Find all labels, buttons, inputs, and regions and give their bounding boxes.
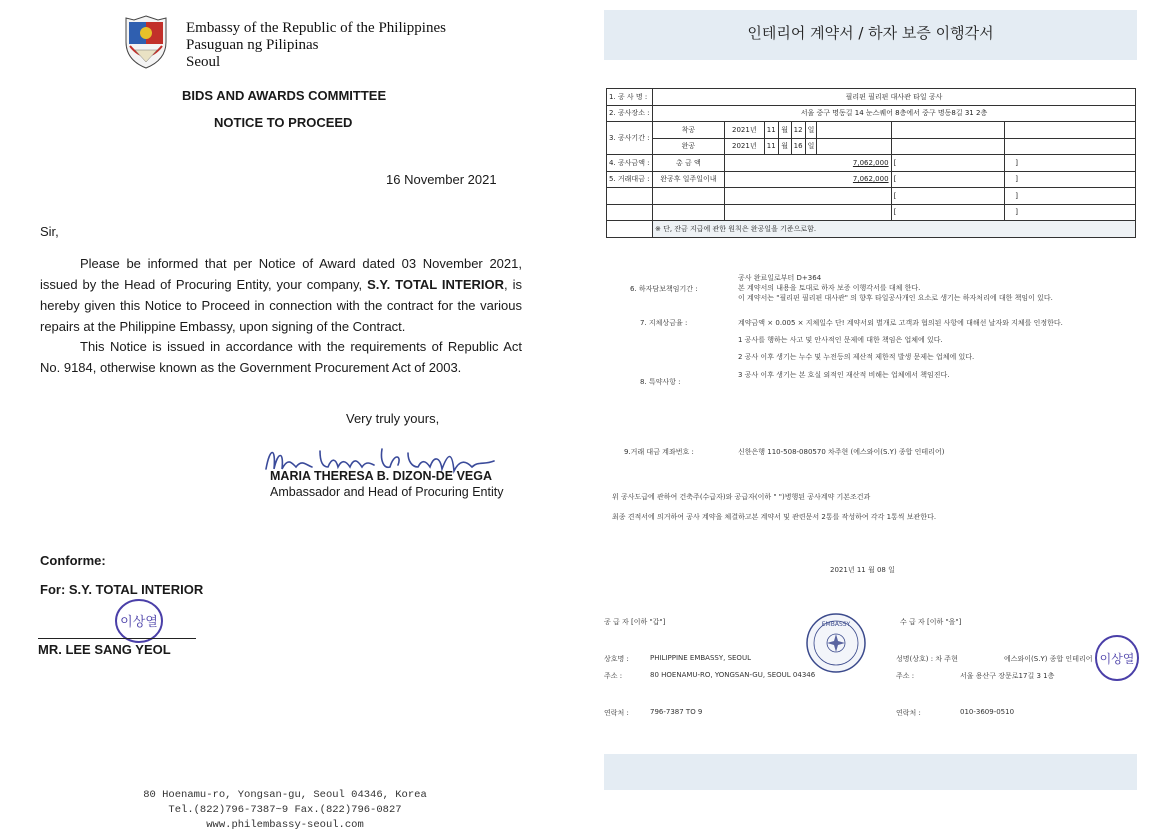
supplier-tel: 796-7387 TO 9 xyxy=(650,708,703,716)
supplier-heading: 공 급 자 [이하 "갑"] xyxy=(604,618,666,626)
special-term-2: 2 공사 이후 생기는 누수 및 누전등의 제산적 제한적 발생 문제는 업체에 있다. xyxy=(738,353,975,361)
contract-title: 인테리어 계약서 / 하자 보증 이행각서 xyxy=(747,24,994,42)
empty-cell xyxy=(607,204,653,221)
payment-note: ※ 단, 잔금 지급에 관한 원칙은 완공일을 기준으로함. xyxy=(652,221,1135,238)
svg-text:이상열: 이상열 xyxy=(1099,652,1135,666)
notice-title: NOTICE TO PROCEED xyxy=(214,115,353,130)
supplier-name: PHILIPPINE EMBASSY, SEOUL xyxy=(650,654,751,662)
bracket-cell xyxy=(1005,155,1136,172)
empty-cell xyxy=(652,188,724,205)
end-month-unit: 월 xyxy=(778,138,791,155)
payment-amount-number: 7,062,000 xyxy=(852,175,889,184)
paragraph-1-pre: Please be informed that per Notice of Award dated 03 November 2021, issued by the Head of Procuring Entity, your company, xyxy=(40,256,522,292)
agreement-text-2: 최종 견적서에 의거하여 공사 계약을 체결하고본 계약서 및 관련문서 2통를 작성하여 각각 1통씩 보관한다. xyxy=(612,513,937,521)
table-row xyxy=(607,122,1136,139)
empty-cell xyxy=(817,138,891,155)
table-row xyxy=(607,204,1136,221)
receiver-tel-label: 연락처 : xyxy=(896,709,921,717)
bracket-cell xyxy=(891,204,1005,221)
table-row xyxy=(607,221,1136,238)
signature-line xyxy=(38,638,196,639)
table-row xyxy=(607,188,1136,205)
embassy-name: Embassy of the Republic of the Philippines xyxy=(186,20,446,36)
start-day-unit: 일 xyxy=(805,122,817,139)
signatory-title: Ambassador and Head of Procuring Entity xyxy=(270,485,504,499)
bank-account-value: 신한은행 110-508-080570 차주현 (에스와이(S.Y) 종합 인테리어) xyxy=(738,448,945,456)
delay-penalty-label: 7. 지체상금율 : xyxy=(640,319,688,327)
bracket-close: ] xyxy=(1015,191,1019,200)
paragraph-1-post: , is hereby given this Notice to Proceed in connection with the contract for the various repairs at the Philippine Embassy, upon signing of the Contract. xyxy=(40,277,522,334)
table-row xyxy=(607,89,1136,106)
receiver-name: 에스와이(S.Y) 종합 인테리어 xyxy=(1004,655,1093,663)
receiver-address-label: 주소 : xyxy=(896,672,915,680)
start-year: 2021년 xyxy=(724,122,764,139)
supplier-name-label: 상호명 : xyxy=(604,655,629,663)
notice-paragraph-1 xyxy=(40,253,522,337)
end-label: 완공 xyxy=(652,138,724,155)
bracket-cell xyxy=(891,155,1005,172)
empty-cell xyxy=(607,221,653,238)
contract-footer-band xyxy=(604,754,1137,790)
table-row xyxy=(607,155,1136,172)
embassy-seal-icon xyxy=(804,612,868,674)
supplier-tel-label: 연락처 : xyxy=(604,709,629,717)
receiver-tel: 010-3609-0510 xyxy=(960,708,1015,716)
warranty-line-3: 이 계약서는 "필리핀 필리핀 대사관" 의 향후 타일공사개인 요소로 생기는 하자처리에 대한 책임이 있다. xyxy=(738,294,1053,302)
committee-heading: BIDS AND AWARDS COMMITTEE xyxy=(182,88,387,103)
contract-date-year: 2021년 xyxy=(830,566,855,574)
embassy-city: Seoul xyxy=(186,54,221,70)
contract-amount-label: 4. 공사금액 : xyxy=(607,155,653,172)
start-day: 12 xyxy=(791,122,805,139)
empty-cell xyxy=(607,188,653,205)
table-row xyxy=(607,105,1136,122)
bracket-open: [ xyxy=(893,191,897,200)
project-period-label: 3. 공사기간 : xyxy=(607,122,653,155)
contract-date-month: 11 xyxy=(856,566,866,574)
receiver-address: 서울 용산구 장문로17길 3 1층 xyxy=(960,672,1055,680)
footer-address: 80 Hoenamu-ro, Yongsan-gu, Seoul 04346, Korea xyxy=(143,789,427,801)
bracket-close: ] xyxy=(1015,158,1019,167)
start-label: 착공 xyxy=(652,122,724,139)
table-row xyxy=(607,138,1136,155)
project-name-label: 1. 공 사 명 : xyxy=(607,89,653,106)
receiver-heading: 수 급 자 [이하 "을"] xyxy=(900,618,962,626)
delay-penalty-value: 계약금액 × 0.005 × 지체일수 단! 계약서외 별개로 고객과 협의된 사항에 대해선 날자와 지체를 인정한다. xyxy=(738,319,1063,327)
empty-cell xyxy=(724,188,891,205)
warranty-line-2: 본 계약서의 내용을 토대로 하자 보증 이행각서를 대체 한다. xyxy=(738,284,921,292)
empty-cell xyxy=(652,204,724,221)
bracket-open: [ xyxy=(893,175,897,184)
receiver-stamp-icon xyxy=(1094,634,1140,682)
signatory-name: MARIA THERESA B. DIZON-DE VEGA xyxy=(270,469,492,483)
bracket-cell xyxy=(891,188,1005,205)
bracket-cell xyxy=(1005,188,1136,205)
special-terms-label: 8. 특약사항 : xyxy=(640,378,681,386)
conforme-company: For: S.Y. TOTAL INTERIOR xyxy=(40,582,204,597)
empty-cell xyxy=(817,122,891,139)
letterhead xyxy=(186,20,446,71)
empty-cell xyxy=(1005,122,1136,139)
embassy-name-filipino: Pasuguan ng Pilipinas xyxy=(186,37,319,53)
warranty-text xyxy=(738,273,1053,303)
empty-cell xyxy=(891,122,1005,139)
end-year: 2021년 xyxy=(724,138,764,155)
bracket-close: ] xyxy=(1015,208,1019,217)
total-amount-number: 7,062,000 xyxy=(852,158,889,167)
company-name: S.Y. TOTAL INTERIOR xyxy=(367,277,505,292)
table-row xyxy=(607,171,1136,188)
contract-table xyxy=(606,88,1136,238)
conforme-label: Conforme: xyxy=(40,553,106,568)
conforme-name: MR. LEE SANG YEOL xyxy=(38,642,171,657)
contract-date-month-unit: 월 xyxy=(867,566,875,574)
payment-label: 5. 거래대금 : xyxy=(607,171,653,188)
empty-cell xyxy=(891,138,1005,155)
closing: Very truly yours, xyxy=(346,411,440,426)
footer-website: www.philembassy-seoul.com xyxy=(206,819,364,831)
notice-paragraph-2: This Notice is issued in accordance with the requirements of Republic Act No. 9184, otherwise known as the Government Procurement Act of 2003. xyxy=(40,339,522,375)
bracket-cell xyxy=(1005,204,1136,221)
special-term-3: 3 공사 이후 생기는 본 호실 외적인 재산적 비해는 업체에서 책임진다. xyxy=(738,371,950,379)
end-day: 16 xyxy=(791,138,805,155)
letter-date: 16 November 2021 xyxy=(386,172,497,187)
bracket-cell xyxy=(1005,171,1136,188)
empty-cell xyxy=(724,204,891,221)
empty-cell xyxy=(1005,138,1136,155)
bracket-open: [ xyxy=(893,208,897,217)
start-month: 11 xyxy=(764,122,778,139)
payment-amount-value xyxy=(724,171,891,188)
receiver-name-label: 성명(상호) : 차 주현 xyxy=(896,655,958,663)
bracket-open: [ xyxy=(893,158,897,167)
payment-terms: 완공후 일주일이내 xyxy=(652,171,724,188)
contract-date-day: 08 xyxy=(876,566,886,574)
salutation: Sir, xyxy=(40,224,59,239)
svg-text:EMBASSY: EMBASSY xyxy=(821,621,851,628)
warranty-line-1: 공사 완료일로부터 D+364 xyxy=(738,274,822,282)
project-location-value: 서울 중구 명동길 14 눈스퀘어 8층에서 중구 명동8길 31 2층 xyxy=(652,105,1135,122)
end-day-unit: 일 xyxy=(805,138,817,155)
project-name-value: 필리핀 필리핀 대사관 타일 공사 xyxy=(652,89,1135,106)
svg-text:이상열: 이상열 xyxy=(120,615,158,630)
total-amount-value xyxy=(724,155,891,172)
philippine-seal-icon xyxy=(122,14,170,70)
start-month-unit: 월 xyxy=(778,122,791,139)
supplier-address-label: 주소 : xyxy=(604,672,623,680)
special-term-1: 1 공사를 행하는 사고 및 안사적인 문제에 대한 책임은 업체에 있다. xyxy=(738,336,943,344)
bracket-cell xyxy=(891,171,1005,188)
agreement-text-1: 위 공사도급에 관하여 건축주(수급자)와 공급자(이하 " ")병행된 공사계약 기본조건과 xyxy=(612,493,871,501)
letter-footer xyxy=(140,788,430,833)
supplier-address: 80 HOENAMU-RO, YONGSAN-GU, SEOUL 04346 xyxy=(650,671,816,679)
bracket-close: ] xyxy=(1015,175,1019,184)
project-location-label: 2. 공사장소 : xyxy=(607,105,653,122)
contract-date xyxy=(830,565,895,575)
contract-date-day-unit: 일 xyxy=(888,566,895,574)
end-month: 11 xyxy=(764,138,778,155)
total-amount-label: 총 금 액 xyxy=(652,155,724,172)
bank-account-label: 9.거래 대금 계좌번호 : xyxy=(624,448,694,456)
footer-phone: Tel.(822)796-7387~9 Fax.(822)796-0827 xyxy=(168,804,402,816)
warranty-label: 6. 하자담보책임기간 : xyxy=(630,285,698,293)
